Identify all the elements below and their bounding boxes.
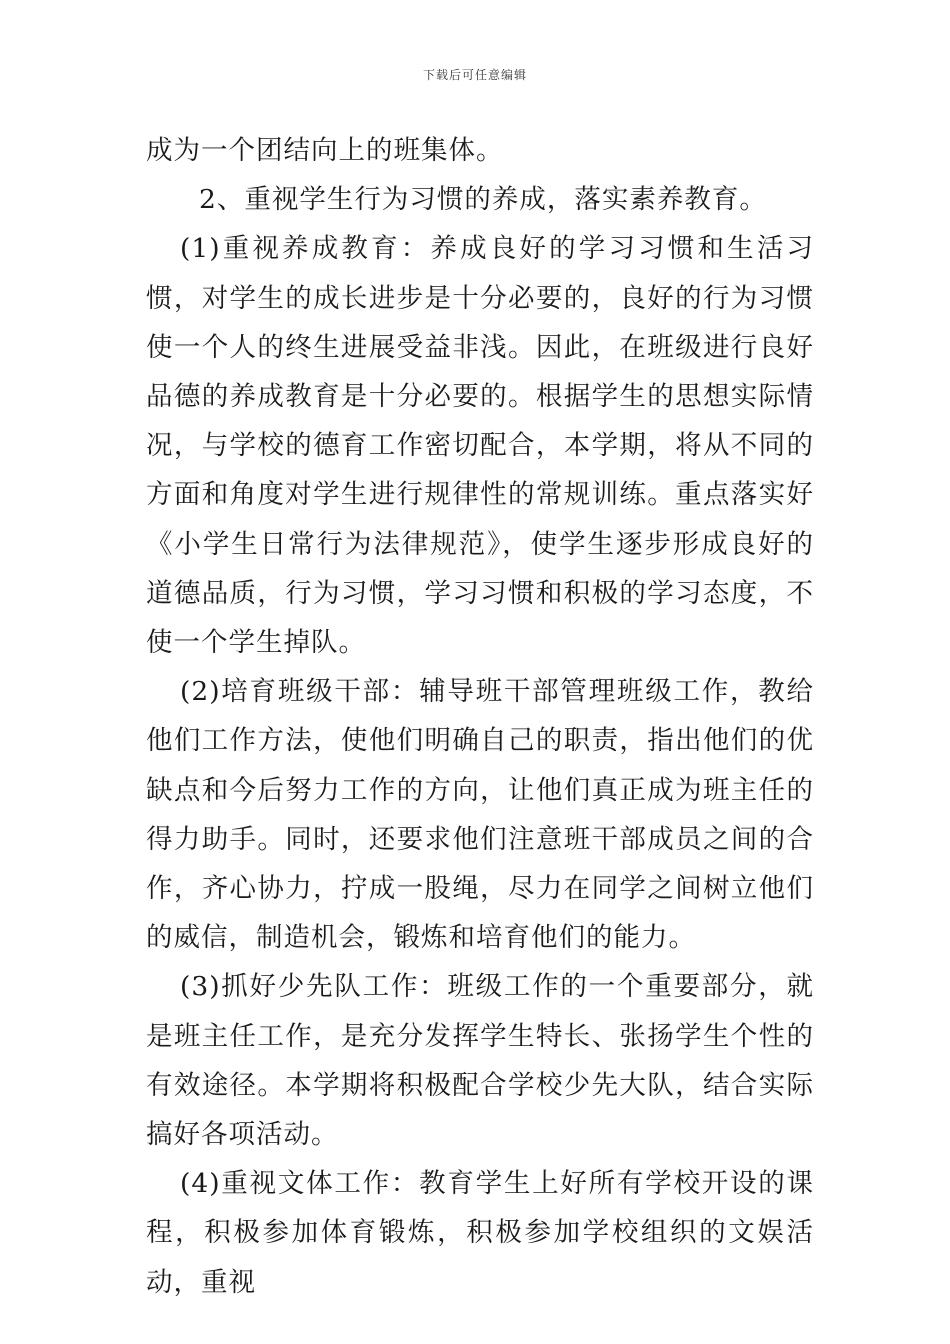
document-body [146,126,814,1307]
section-heading-2: 2、重视学生行为习惯的养成，落实素养教育。 [199,184,767,216]
paragraph-class-cadre: (2)培育班级干部：辅导班干部管理班级工作，教给他们工作方法，使他们明确自己的职责，指出他们的优缺点和今后努力工作的方向，让他们真正成为班主任的得力助手。同时，还要求他们注意班干部成员之间的合作，齐心协力，拧成一股绳，尽力在同学之间树立他们的威信，制造机会，锻炼和培育他们的能力。 [146,676,814,954]
paragraph-continuation: 成为一个团结向上的班集体。 [146,135,504,166]
paragraph-habit-education: (1)重视养成教育：养成良好的学习习惯和生活习惯，对学生的成长进步是十分必要的，良好的行为习惯使一个人的终生进展受益非浅。因此，在班级进行良好品德的养成教育是十分必要的。根据学生的思想实际情况，与学校的德育工作密切配合，本学期，将从不同的方面和角度对学生进行规律性的常规训练。重点落实好《小学生日常行为法律规范》，使学生逐步形成良好的道德品质，行为习惯，学习习惯和积极的学习态度，不使一个学生掉队。 [146,233,814,659]
page-header-note: 下载后可任意编辑 [422,68,527,82]
paragraph-sports-culture: (4)重视文体工作：教育学生上好所有学校开设的课程，积极参加体育锻炼，积极参加学校组织的文娱活动，重视 [146,1168,814,1298]
paragraph-young-pioneers: (3)抓好少先队工作：班级工作的一个重要部分，就是班主任工作，是充分发挥学生特长、张扬学生个性的有效途径。本学期将积极配合学校少先大队，结合实际搞好各项活动。 [146,971,814,1151]
